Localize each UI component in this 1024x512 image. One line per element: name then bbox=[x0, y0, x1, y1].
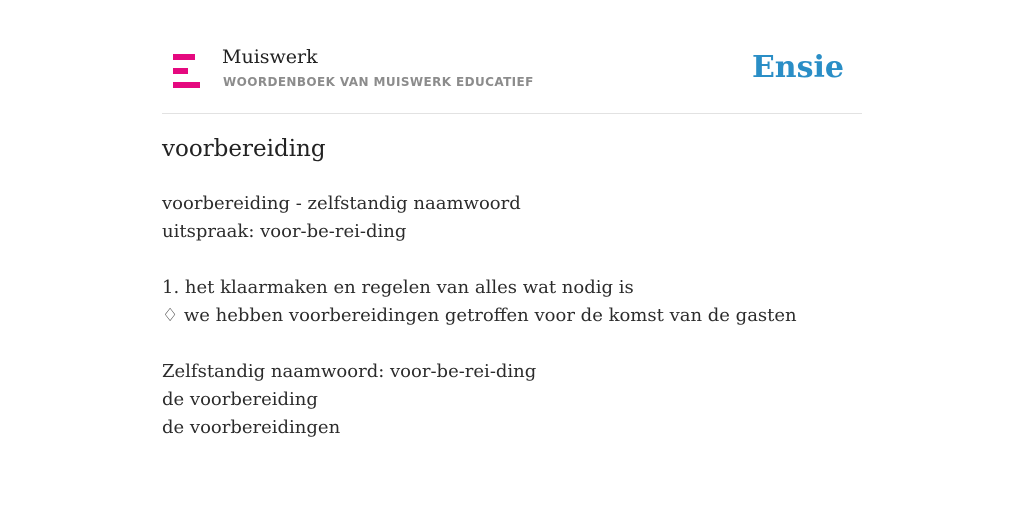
singular-form: de voorbereiding bbox=[162, 389, 318, 410]
plural-form: de voorbereidingen bbox=[162, 417, 341, 438]
example-line: ♢ we hebben voorbereidingen getroffen voor de komst van de gasten bbox=[162, 305, 797, 326]
definition-line: 1. het klaarmaken en regelen van alles wat nodig is bbox=[162, 277, 634, 298]
page-title: voorbereiding bbox=[162, 136, 326, 162]
site-header bbox=[162, 40, 862, 114]
inflection-heading: Zelfstandig naamwoord: voor-be-rei-ding bbox=[162, 361, 537, 382]
word-class-line: voorbereiding - zelfstandig naamwoord bbox=[162, 193, 521, 214]
spacer bbox=[162, 246, 862, 274]
brand-name[interactable]: Muiswerk bbox=[222, 46, 318, 68]
pronunciation-line: uitspraak: voor-be-rei-ding bbox=[162, 221, 407, 242]
ensie-logo-link[interactable]: Ensie bbox=[751, 50, 844, 85]
muiswerk-logo-icon[interactable] bbox=[173, 54, 200, 88]
brand-subtitle: WOORDENBOEK VAN MUISWERK EDUCATIEF bbox=[223, 75, 534, 89]
definition-body bbox=[162, 190, 862, 442]
spacer bbox=[162, 330, 862, 358]
